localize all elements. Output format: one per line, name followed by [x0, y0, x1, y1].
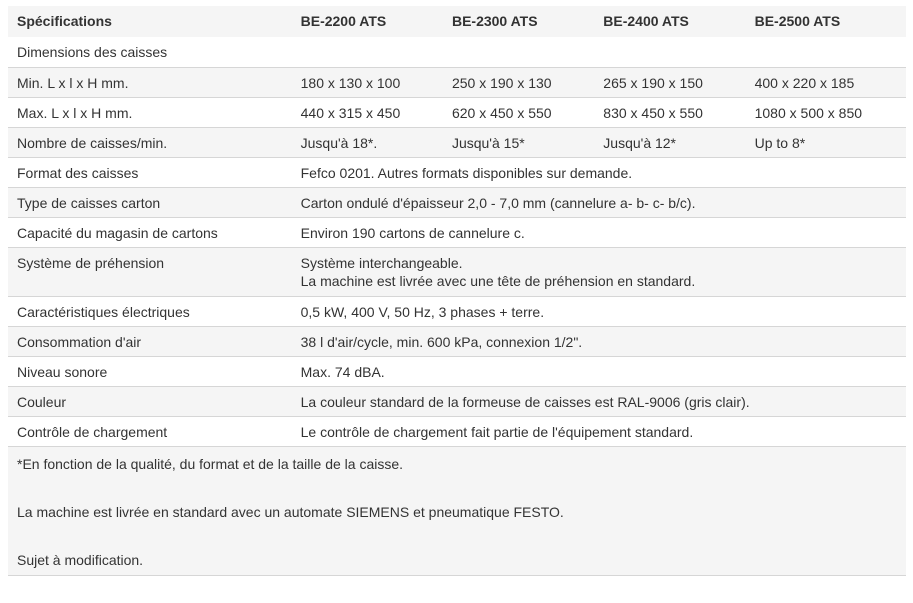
cell-value: 0,5 kW, 400 V, 50 Hz, 3 phases + terre. — [292, 296, 906, 326]
header-model-be-2400: BE-2400 ATS — [594, 6, 745, 37]
cell-value: Max. 74 dBA. — [292, 356, 906, 386]
cell-value: Jusqu'à 18*. — [292, 127, 443, 157]
cell-value: 620 x 450 x 550 — [443, 97, 594, 127]
row-load-control — [8, 416, 906, 446]
cell-value: 38 l d'air/cycle, min. 600 kPa, connexion 1/2". — [292, 326, 906, 356]
cell-value-line: La machine est livrée avec une tête de préhension en standard. — [300, 272, 696, 289]
header-model-be-2300: BE-2300 ATS — [443, 6, 594, 37]
cell-value-line: Système interchangeable. — [300, 254, 463, 271]
row-gripping-system — [8, 247, 906, 296]
modification-note: Sujet à modification. — [17, 551, 144, 568]
cell-value: 830 x 450 x 550 — [594, 97, 745, 127]
row-label: Contrôle de chargement — [8, 416, 292, 446]
row-carton-type — [8, 187, 906, 217]
cell-value: 250 x 190 x 130 — [443, 67, 594, 97]
notes-row — [8, 446, 906, 575]
automation-note: La machine est livrée en standard avec un automate SIEMENS et pneumatique FESTO. — [17, 503, 564, 520]
row-noise-level — [8, 356, 906, 386]
row-label: Niveau sonore — [8, 356, 292, 386]
notes-cell — [8, 446, 906, 575]
cell-value: Fefco 0201. Autres formats disponibles sur demande. — [292, 157, 906, 187]
row-label: Max. L x l x H mm. — [8, 97, 292, 127]
row-label: Consommation d'air — [8, 326, 292, 356]
row-label: Format des caisses — [8, 157, 292, 187]
cell-value: Up to 8* — [746, 127, 906, 157]
row-label: Nombre de caisses/min. — [8, 127, 292, 157]
row-label: Min. L x l x H mm. — [8, 67, 292, 97]
spacer — [17, 521, 906, 551]
row-max-dimensions — [8, 97, 906, 127]
cell-value: 400 x 220 x 185 — [746, 67, 906, 97]
header-model-be-2500: BE-2500 ATS — [746, 6, 906, 37]
cell-value: 180 x 130 x 100 — [292, 67, 443, 97]
header-model-be-2200: BE-2200 ATS — [292, 6, 443, 37]
cell-value: 265 x 190 x 150 — [594, 67, 745, 97]
row-magazine-capacity — [8, 217, 906, 247]
row-label: Type de caisses carton — [8, 187, 292, 217]
row-label: Caractéristiques électriques — [8, 296, 292, 326]
row-label: Couleur — [8, 386, 292, 416]
row-label: Capacité du magasin de cartons — [8, 217, 292, 247]
row-boxes-per-minute — [8, 127, 906, 157]
cell-value: Environ 190 cartons de cannelure c. — [292, 217, 906, 247]
row-min-dimensions — [8, 67, 906, 97]
footnote-text: *En fonction de la qualité, du format et de la taille de la caisse. — [17, 455, 404, 472]
cell-value: Jusqu'à 12* — [594, 127, 745, 157]
cell-value: Le contrôle de chargement fait partie de l'équipement standard. — [292, 416, 906, 446]
row-dimensions — [8, 37, 906, 67]
specifications-table — [8, 6, 906, 576]
row-air-consumption — [8, 326, 906, 356]
header-spec-label: Spécifications — [8, 6, 292, 37]
row-color — [8, 386, 906, 416]
row-box-format — [8, 157, 906, 187]
row-label: Système de préhension — [8, 247, 292, 296]
row-label: Dimensions des caisses — [8, 37, 906, 67]
spacer — [17, 473, 906, 503]
cell-value: Jusqu'à 15* — [443, 127, 594, 157]
cell-value — [292, 247, 906, 296]
row-electrical — [8, 296, 906, 326]
cell-value: 440 x 315 x 450 — [292, 97, 443, 127]
table-header-row — [8, 6, 906, 37]
cell-value: La couleur standard de la formeuse de caisses est RAL-9006 (gris clair). — [292, 386, 906, 416]
cell-value: 1080 x 500 x 850 — [746, 97, 906, 127]
cell-value: Carton ondulé d'épaisseur 2,0 - 7,0 mm (cannelure a- b- c- b/c). — [292, 187, 906, 217]
